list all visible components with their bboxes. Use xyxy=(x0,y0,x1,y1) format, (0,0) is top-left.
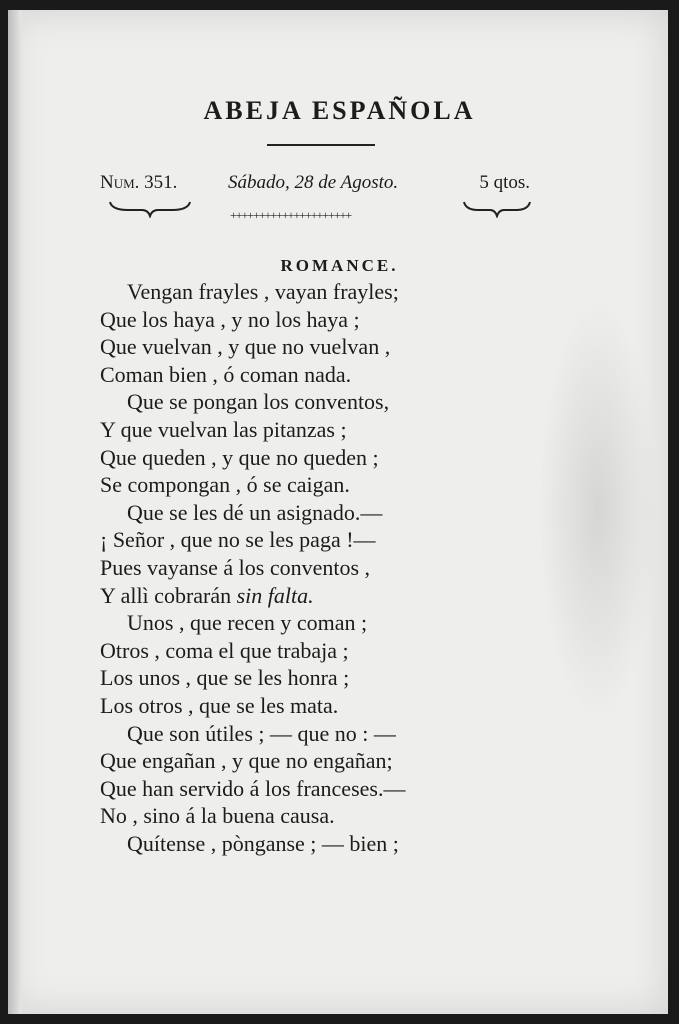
cross-rule-ornament: +++++++++++++++++++++ xyxy=(230,208,352,222)
poem-line-text: Que se les dé un asignado.— xyxy=(127,499,383,525)
page-gutter xyxy=(8,10,22,1014)
issue-price: 5 qtos. xyxy=(479,172,530,193)
poem-line-text: Quítense , pònganse ; — bien ; xyxy=(127,831,399,856)
poem-line xyxy=(100,747,393,775)
masthead-title: ABEJA ESPAÑOLA xyxy=(203,96,476,125)
poem-title: ROMANCE. xyxy=(280,256,399,275)
poem-line-text: Coman bien , ó coman nada. xyxy=(100,361,352,387)
poem-line-text: Los otros , que se les mata. xyxy=(100,693,339,718)
poem-line xyxy=(127,830,399,858)
poem-line xyxy=(100,444,379,472)
poem-line-text: Otros , coma el que trabaja ; xyxy=(100,637,349,663)
poem-line xyxy=(100,333,390,361)
poem-line-text: Y allì cobrarán xyxy=(100,582,232,608)
left-brace-ornament xyxy=(108,198,192,218)
poem-line-text: Que los haya , y no los haya ; xyxy=(100,306,360,332)
poem-line xyxy=(100,306,360,334)
poem-line xyxy=(100,554,370,582)
poem-line-text: Los unos , que se les honra ; xyxy=(100,665,350,691)
poem-line xyxy=(100,361,351,389)
poem-line-text: Que han servido á los franceses.— xyxy=(100,775,406,801)
paper-stain xyxy=(538,300,658,720)
poem-line-text: Que se pongan los conventos, xyxy=(127,389,390,415)
poem-line xyxy=(100,637,349,665)
poem-line-text: Que queden , y que no queden ; xyxy=(100,444,379,470)
poem-line xyxy=(127,388,389,416)
poem-line-text: ¡ Señor , que no se les paga !— xyxy=(100,527,376,553)
poem-line-text: Vengan frayles , vayan frayles; xyxy=(127,279,399,304)
poem-line xyxy=(100,526,376,554)
issue-number: Num. 351. xyxy=(100,172,178,193)
poem-line-text: Pues vayanse á los conventos , xyxy=(100,555,371,580)
poem-line xyxy=(100,802,335,830)
poem-line xyxy=(127,278,399,306)
poem-line xyxy=(100,775,405,803)
poem-line-emphasis: sin falta. xyxy=(236,582,314,608)
poem-line xyxy=(100,692,338,720)
poem-line-text: Unos , que recen y coman ; xyxy=(127,610,368,636)
poem-line-text: Que engañan , y que no engañan; xyxy=(100,748,393,774)
poem-line xyxy=(100,664,349,692)
masthead-rule xyxy=(267,144,375,146)
issue-date: Sábado, 28 de Agosto. xyxy=(228,172,399,193)
poem-line-text: Se compongan , ó se caigan. xyxy=(100,472,350,498)
poem-line xyxy=(100,582,314,610)
poem-line-text: Que son útiles ; — que no : — xyxy=(127,720,396,746)
poem-line-text: Que vuelvan , y que no vuelvan , xyxy=(100,334,391,360)
poem-line xyxy=(127,499,382,527)
poem-line-text: No , sino á la buena causa. xyxy=(100,803,335,829)
poem-line xyxy=(127,720,396,748)
poem-line-text: Y que vuelvan las pitanzas ; xyxy=(100,417,347,442)
poem-line xyxy=(127,609,367,637)
poem-line xyxy=(100,471,350,499)
poem-line xyxy=(100,416,347,444)
right-brace-ornament xyxy=(462,198,532,218)
